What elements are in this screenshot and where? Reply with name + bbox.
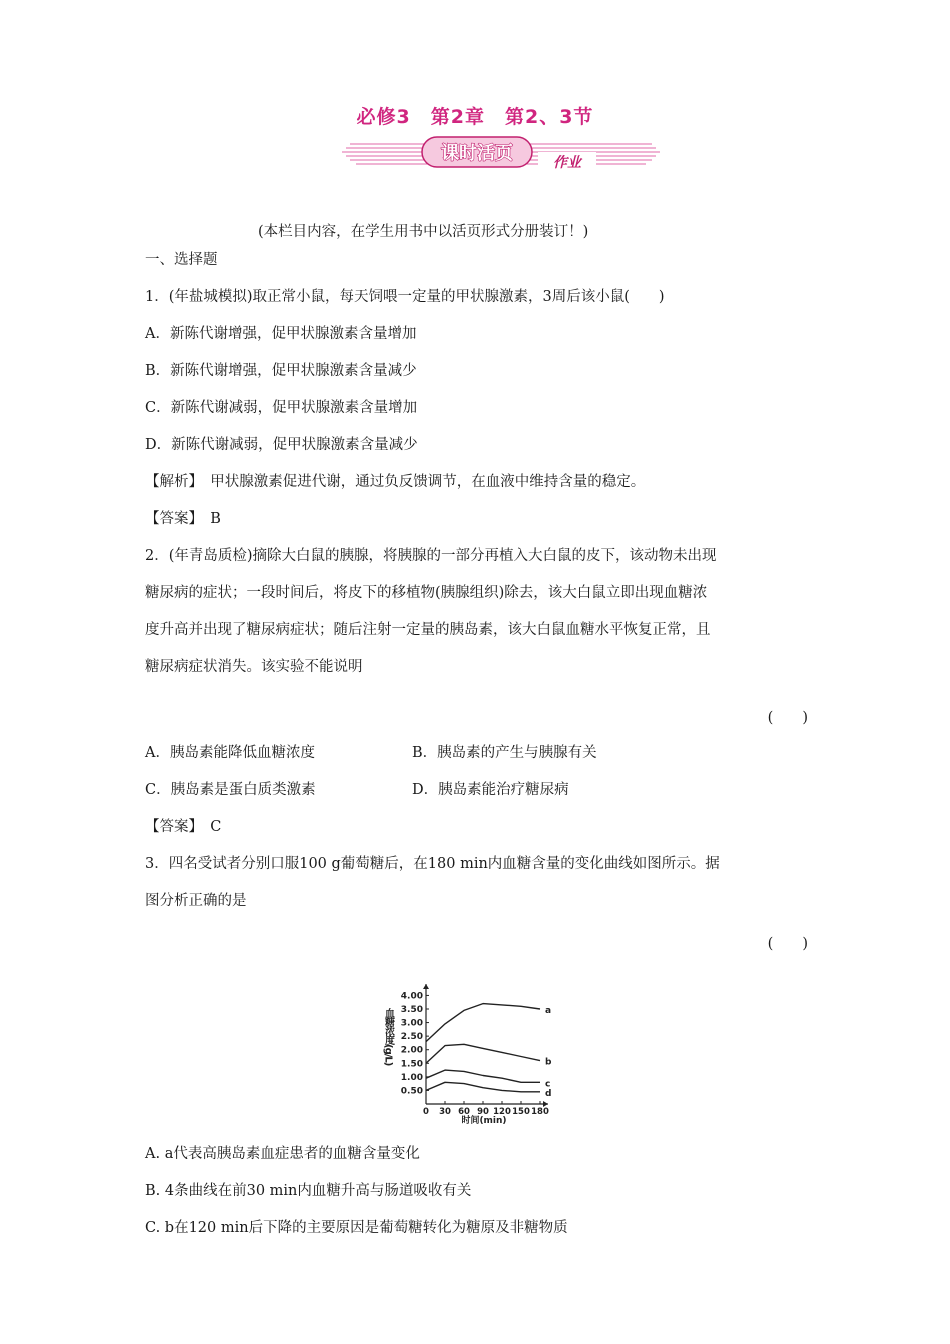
q1-analysis: 【解析】 甲状腺激素促进代谢，通过负反馈调节，在血液中维持含量的稳定。 (145, 474, 646, 490)
y-tick-label: 3.00 (400, 1018, 423, 1029)
x-tick-label: 60 (458, 1107, 470, 1117)
q1-option-c: C．新陈代谢减弱，促甲状腺激素含量增加 (145, 400, 418, 416)
y-tick-label: 4.00 (400, 991, 423, 1002)
q2-stem-line-2: 糖尿病的症状；一段时间后，将皮下的移植物(胰腺组织)除去，该大白鼠立即出现血糖浓 (145, 585, 708, 601)
x-tick-label: 180 (531, 1107, 549, 1117)
q2-stem-line-4: 糖尿病症状消失。该实验不能说明 (145, 659, 363, 675)
series-label-c: c (545, 1079, 551, 1090)
q2-stem-line-1: 2．(年青岛质检)摘除大白鼠的胰腺，将胰腺的一部分再植入大白鼠的皮下，该动物未出现 (145, 548, 717, 564)
blood-glucose-chart (368, 980, 568, 1125)
x-axis-label: 时间(min) (461, 1116, 507, 1125)
q2-stem-line-3: 度升高并出现了糖尿病症状；随后注射一定量的胰岛素，该大白鼠血糖水平恢复正常，且 (145, 622, 711, 638)
series-line-c (426, 1070, 540, 1082)
y-tick-label: 3.50 (400, 1005, 423, 1015)
y-tick-label: 0.50 (400, 1086, 423, 1097)
q2-answer-paren: ( ) (767, 710, 808, 726)
x-tick-label: 90 (477, 1107, 489, 1117)
q3-answer-paren: ( ) (767, 936, 808, 952)
series-line-b (426, 1044, 540, 1063)
section-heading: 一、选择题 (145, 252, 218, 268)
banner-sub-text: 作业 (553, 155, 581, 171)
y-tick-label: 1.50 (400, 1059, 423, 1070)
q3-option-a: A. a代表高胰岛素血症患者的血糖含量变化 (145, 1146, 420, 1162)
series-label-a: a (545, 1006, 552, 1016)
y-tick-label: 2.00 (400, 1045, 423, 1056)
binding-note: (本栏目内容，在学生用书中以活页形式分册装订！) (258, 224, 589, 240)
page-title: 必修3 第2章 第2、3节 (356, 106, 594, 128)
q2-option-d: D．胰岛素能治疗糖尿病 (412, 782, 569, 798)
q2-option-b: B．胰岛素的产生与胰腺有关 (412, 745, 597, 761)
q1-stem: 1．(年盐城模拟)取正常小鼠，每天饲喂一定量的甲状腺激素，3周后该小鼠( ) (145, 289, 665, 305)
x-tick-label: 150 (512, 1107, 530, 1117)
header-banner (342, 134, 660, 174)
x-tick-label: 0 (423, 1107, 429, 1117)
q1-answer: 【答案】 B (145, 511, 221, 527)
banner-main-text: 课时活页 (441, 143, 513, 164)
q2-answer: 【答案】 C (145, 819, 222, 835)
q3-option-b: B. 4条曲线在前30 min内血糖升高与肠道吸收有关 (145, 1183, 472, 1199)
y-axis-label: 血糖浓度(g/L) (382, 1008, 394, 1066)
series-label-b: b (545, 1057, 552, 1068)
q1-option-d: D．新陈代谢减弱，促甲状腺激素含量减少 (145, 437, 418, 453)
x-tick-label: 120 (493, 1107, 511, 1117)
q2-option-c: C．胰岛素是蛋白质类激素 (145, 782, 316, 798)
series-label-d: d (545, 1088, 552, 1099)
series-line-d (426, 1082, 540, 1092)
series-line-a (426, 1004, 540, 1042)
y-tick-label: 2.50 (400, 1032, 423, 1043)
q3-stem-line-2: 图分析正确的是 (145, 893, 247, 909)
q3-stem-line-1: 3．四名受试者分别口服100 g葡萄糖后，在180 min内血糖含量的变化曲线如图所示。据 (145, 856, 720, 872)
q1-option-b: B．新陈代谢增强，促甲状腺激素含量减少 (145, 363, 417, 379)
q2-option-a: A．胰岛素能降低血糖浓度 (145, 745, 315, 761)
q3-option-c: C. b在120 min后下降的主要原因是葡萄糖转化为糖原及非糖物质 (145, 1220, 568, 1236)
y-axis-arrow (423, 984, 429, 989)
q1-option-a: A．新陈代谢增强，促甲状腺激素含量增加 (145, 326, 417, 342)
x-tick-label: 30 (439, 1107, 451, 1117)
y-tick-label: 1.00 (400, 1072, 423, 1083)
